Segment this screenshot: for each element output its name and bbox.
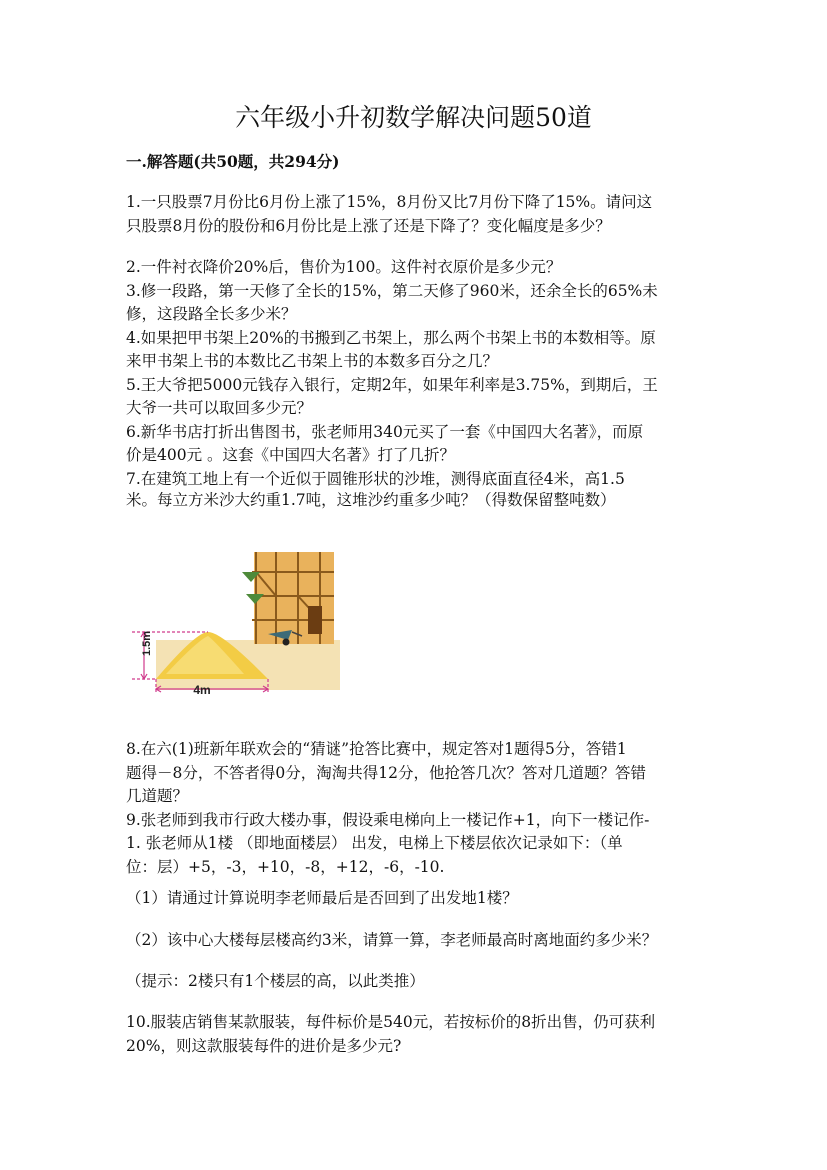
question-line: 1.一只股票7月份比6月份上涨了15%，8月份又比7月份下降了15%。请问这 — [126, 193, 653, 211]
question-1 — [126, 191, 704, 238]
questions-2-7 — [126, 256, 704, 491]
question-line: 5.王大爷把5000元钱存入银行，定期2年，如果年利率是3.75%，到期后，王 — [126, 375, 658, 394]
height-label: 1.5m — [141, 630, 153, 656]
question-line: 位：层）+5，-3，+10，-8，+12，-6，-10. — [126, 857, 445, 876]
question-line: 修，这段路全长多少米？ — [126, 305, 297, 323]
question-line: 米。每立方米沙大约重1.7吨，这堆沙约重多少吨？（得数保留整吨数） — [126, 491, 616, 509]
question-line: 来甲书架上书的本数比乙书架上书的本数多百分之几？ — [126, 352, 499, 370]
question-9-hint — [126, 970, 704, 994]
question-9-part-1 — [126, 887, 704, 911]
question-7-end — [126, 489, 704, 513]
question-line: 9.张老师到我市行政大楼办事，假设乘电梯向上一楼记作+1，向下一楼记作- — [126, 810, 650, 829]
question-10 — [126, 1011, 704, 1058]
question-line: 6.新华书店打折出售图书，张老师用340元买了一套《中国四大名著》，而原 — [126, 422, 644, 441]
question-line: 8.在六(1)班新年联欢会的“猜谜”抢答比赛中，规定答对1题得5分，答错1 — [126, 740, 627, 758]
width-label: 4m — [193, 683, 211, 697]
question-line: 3.修一段路，第一天修了全长的15%，第二天修了960米，还余全长的65%未 — [126, 281, 658, 300]
question-line: 7.在建筑工地上有一个近似于圆锥形状的沙堆，测得底面直径4米，高1.5 — [126, 469, 625, 488]
door — [308, 606, 322, 634]
question-line: 只股票8月份的股份和6月份比是上涨了还是下降了？变化幅度是多少？ — [126, 216, 611, 235]
sand-pile-figure — [126, 544, 340, 704]
question-line: 4.如果把甲书架上20%的书搬到乙书架上，那么两个书架上书的本数相等。原 — [126, 328, 656, 347]
question-line: 1. 张老师从1楼 （即地面楼层） 出发，电梯上下楼层依次记录如下：（单 — [126, 834, 623, 852]
question-line: 大爷一共可以取回多少元？ — [126, 399, 313, 417]
question-line: （1）请通过计算说明李老师最后是否回到了出发地1楼？ — [126, 889, 518, 907]
question-line: （提示：2楼只有1个楼层的高，以此类推） — [126, 972, 425, 990]
question-line: 2.一件衬衣降价20%后，售价为100。这件衬衣原价是多少元？ — [126, 258, 562, 276]
question-line: 10.服装店销售某款服装，每件标价是540元，若按标价的8折出售，仍可获利 — [126, 1013, 656, 1031]
questions-8-9 — [126, 738, 704, 879]
question-line: （2）该中心大楼每层楼高约3米，请算一算，李老师最高时离地面约多少米？ — [126, 931, 658, 949]
question-line: 20%，则这款服装每件的进价是多少元? — [126, 1036, 402, 1055]
question-line: 题得－8分，不答者得0分，淘淘共得12分，他抢答几次？答对几道题？答错 — [126, 763, 646, 782]
page-title: 六年级小升初数学解决问题50道 — [235, 103, 592, 132]
question-line: 几道题？ — [126, 787, 189, 805]
question-9-part-2 — [126, 929, 704, 953]
question-line: 价是400元 。这套《中国四大名著》打了几折？ — [126, 446, 456, 464]
section-heading: 一.解答题(共50题，共294分) — [126, 152, 340, 171]
